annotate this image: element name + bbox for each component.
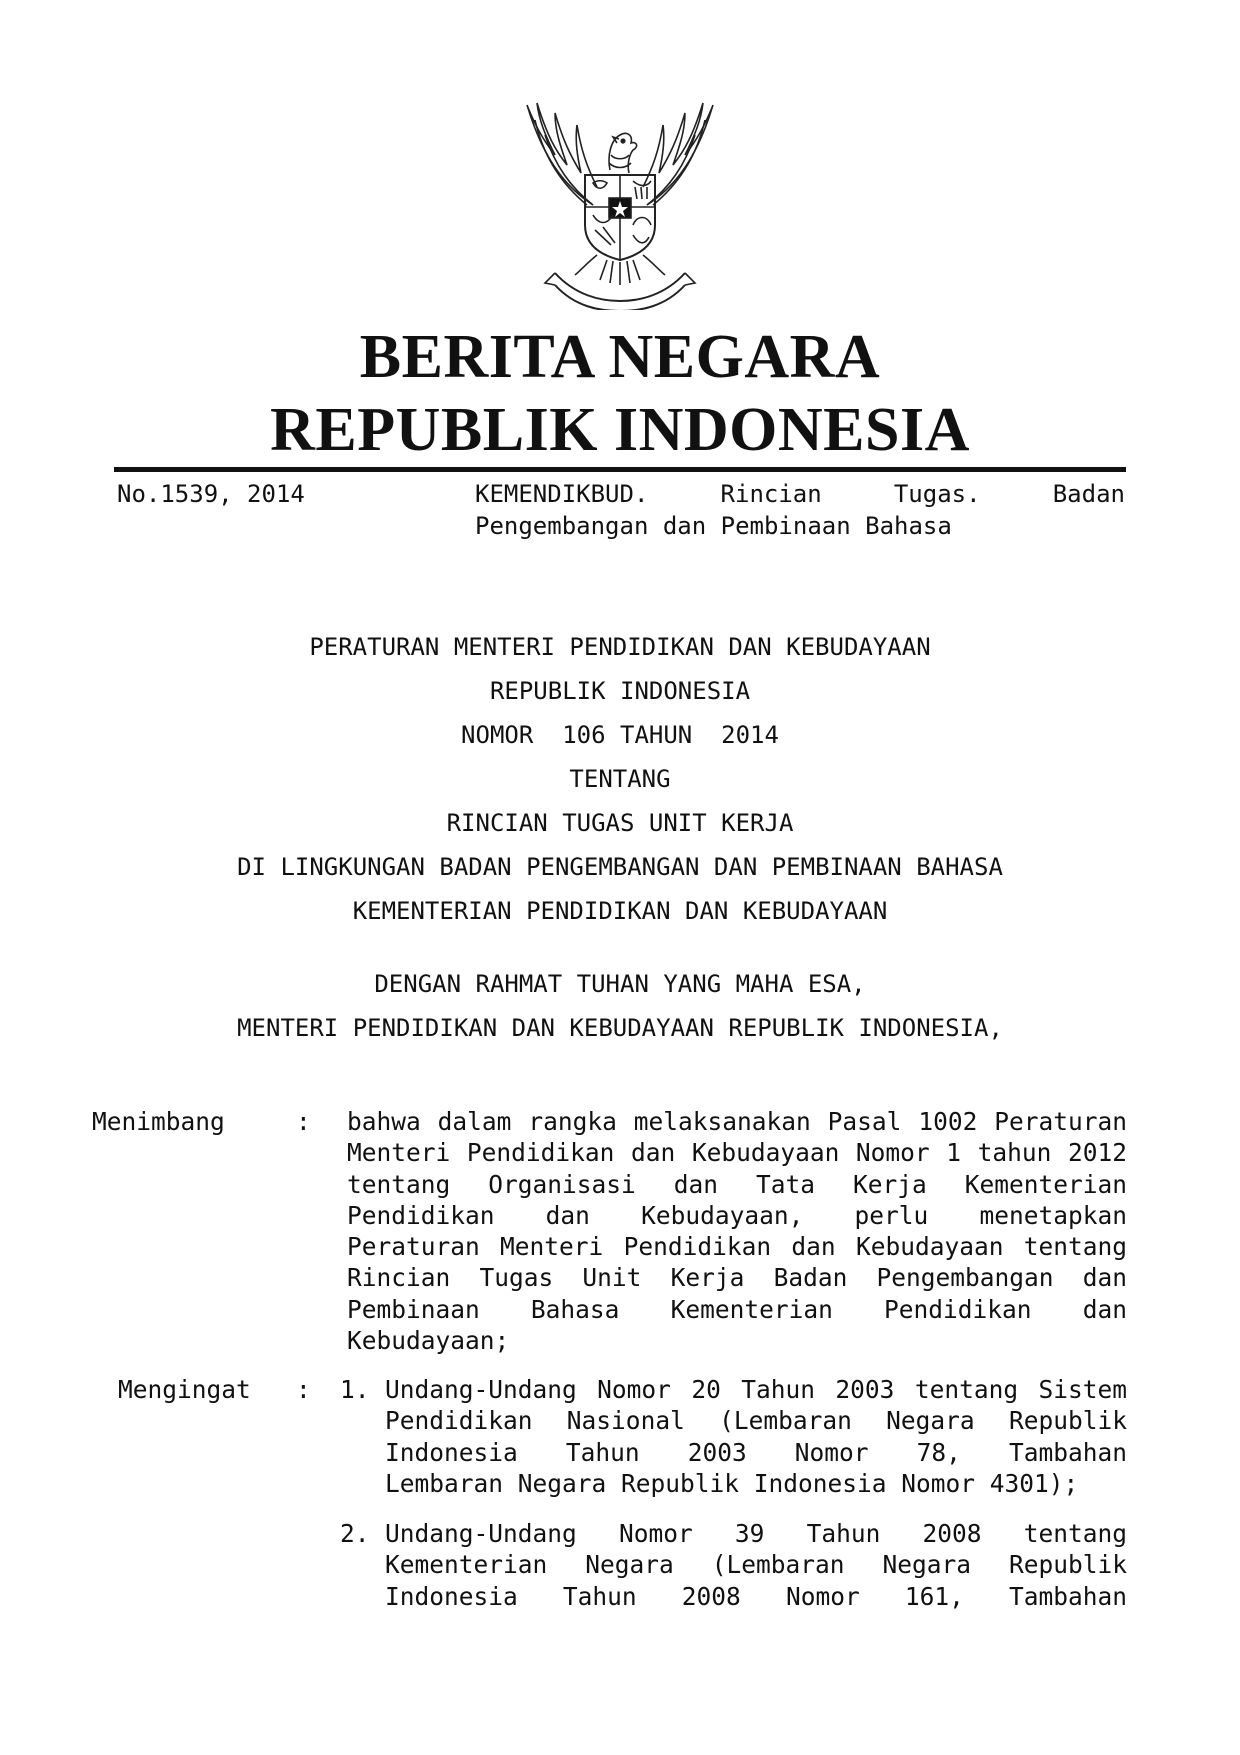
subject-word: KEMENDIKBUD. bbox=[475, 480, 649, 508]
mengingat-item-number: 2. bbox=[340, 1519, 370, 1548]
mengingat-line: Indonesia Tahun 2003 Nomor 78, Tambahan bbox=[385, 1437, 1127, 1467]
heading-line: KEMENTERIAN PENDIDIKAN DAN KEBUDAYAAN bbox=[352, 897, 888, 925]
subject-word: Badan bbox=[1052, 480, 1125, 508]
heading-line: DI LINGKUNGAN BADAN PENGEMBANGAN DAN PEMBINAAN BAHASA bbox=[237, 853, 1003, 881]
mengingat-item bbox=[385, 1374, 1127, 1499]
mengingat-item bbox=[385, 1518, 1127, 1612]
mengingat-label: Mengingat bbox=[118, 1375, 251, 1404]
mengingat-item-number: 1. bbox=[340, 1375, 370, 1404]
menimbang-colon: : bbox=[296, 1107, 311, 1136]
menimbang-line: Menteri Pendidikan dan Kebudayaan Nomor 1 tahun 2012 bbox=[347, 1138, 1127, 1168]
subject-word: Tugas. bbox=[893, 480, 981, 508]
heading-line: NOMOR 106 TAHUN 2014 bbox=[461, 721, 779, 749]
mengingat-line: Kementerian Negara (Lembaran Negara Republik bbox=[385, 1550, 1127, 1580]
menimbang-line: Kebudayaan; bbox=[347, 1326, 510, 1356]
menimbang-text bbox=[347, 1106, 1127, 1356]
menimbang-line: Pendidikan dan Kebudayaan, perlu menetapkan bbox=[347, 1200, 1127, 1230]
subject-word: Rincian bbox=[720, 480, 822, 508]
garuda-pancasila-emblem bbox=[515, 95, 725, 310]
heading-line: TENTANG bbox=[569, 765, 671, 793]
menimbang-line: Peraturan Menteri Pendidikan dan Kebudayaan tentang bbox=[347, 1232, 1127, 1262]
gazette-subject bbox=[475, 478, 1125, 542]
gazette-subject-line2: Pengembangan dan Pembinaan Bahasa bbox=[475, 512, 952, 540]
mengingat-colon: : bbox=[296, 1375, 311, 1404]
gazette-subject-line1 bbox=[475, 478, 1125, 510]
mengingat-line: Undang-Undang Nomor 39 Tahun 2008 tentang bbox=[385, 1519, 1127, 1548]
masthead-title-line2: REPUBLIK INDONESIA bbox=[270, 396, 970, 464]
menimbang-line: tentang Organisasi dan Tata Kerja Kementerian bbox=[347, 1169, 1127, 1199]
mengingat-line: Lembaran Negara Republik Indonesia Nomor 4301); bbox=[385, 1468, 1079, 1498]
menimbang-line: Rincian Tugas Unit Kerja Badan Pengembangan dan bbox=[347, 1263, 1127, 1293]
mengingat-line: Indonesia Tahun 2008 Nomor 161, Tambahan bbox=[385, 1581, 1127, 1611]
preamble-line: DENGAN RAHMAT TUHAN YANG MAHA ESA, bbox=[374, 970, 866, 998]
masthead-divider bbox=[114, 467, 1126, 472]
menimbang-line: bahwa dalam rangka melaksanakan Pasal 1002 Peraturan bbox=[347, 1107, 1127, 1136]
mengingat-line: Pendidikan Nasional (Lembaran Negara Republik bbox=[385, 1406, 1127, 1436]
heading-line: PERATURAN MENTERI PENDIDIKAN DAN KEBUDAYAAN bbox=[309, 633, 931, 661]
regulation-heading bbox=[0, 625, 1240, 933]
heading-line: RINCIAN TUGAS UNIT KERJA bbox=[446, 809, 794, 837]
preamble-line: MENTERI PENDIDIKAN DAN KEBUDAYAAN REPUBLIK INDONESIA, bbox=[237, 1014, 1003, 1042]
gazette-number: No.1539, 2014 bbox=[117, 480, 305, 508]
masthead-title-line1: BERITA NEGARA bbox=[359, 323, 881, 391]
menimbang-label: Menimbang bbox=[92, 1107, 225, 1136]
preamble bbox=[0, 962, 1240, 1050]
heading-line: REPUBLIK INDONESIA bbox=[489, 677, 751, 705]
garuda-emblem-drawing bbox=[515, 95, 725, 310]
mengingat-line: Undang-Undang Nomor 20 Tahun 2003 tentang Sistem bbox=[385, 1375, 1127, 1404]
menimbang-line: Pembinaan Bahasa Kementerian Pendidikan dan bbox=[347, 1294, 1127, 1324]
